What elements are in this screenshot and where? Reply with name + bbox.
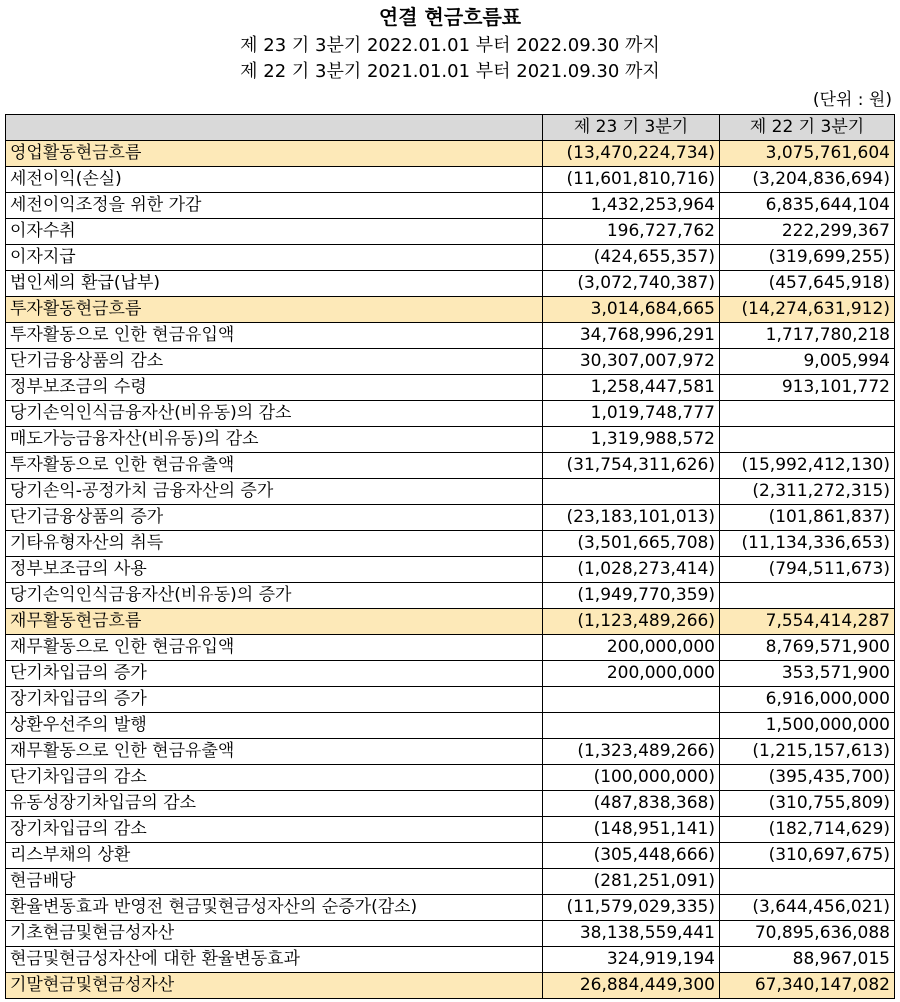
prior-period-value: (794,511,673) (720, 557, 895, 583)
table-row (6, 245, 895, 271)
table-row (6, 479, 895, 505)
table-row (6, 739, 895, 765)
account-name-cell: 재무활동으로 인한 현금유입액 (6, 635, 543, 661)
table-row (6, 921, 895, 947)
account-name-cell: 정부보조금의 수령 (6, 375, 543, 401)
current-period-value: (3,072,740,387) (543, 271, 720, 297)
current-period-value: 196,727,762 (543, 219, 720, 245)
account-name-cell: 당기손익-공정가치 금융자산의 증가 (6, 479, 543, 505)
prior-period-value: (457,645,918) (720, 271, 895, 297)
account-name-cell: 법인세의 환급(납부) (6, 271, 543, 297)
account-name-cell: 단기금융상품의 증가 (6, 505, 543, 531)
prior-period-value (720, 401, 895, 427)
account-name-cell: 영업활동현금흐름 (6, 141, 543, 167)
prior-period-value: 1,717,780,218 (720, 323, 895, 349)
prior-period-value: (3,644,456,021) (720, 895, 895, 921)
current-period-value: 200,000,000 (543, 661, 720, 687)
account-name-cell: 재무활동으로 인한 현금유출액 (6, 739, 543, 765)
period-prior: 제 22 기 3분기 2021.01.01 부터 2021.09.30 까지 (240, 61, 660, 82)
prior-period-value: 6,835,644,104 (720, 193, 895, 219)
table-row (6, 271, 895, 297)
prior-period-value: 70,895,636,088 (720, 921, 895, 947)
prior-period-value: 67,340,147,082 (720, 973, 895, 999)
current-period-value: (281,251,091) (543, 869, 720, 895)
table-row (6, 505, 895, 531)
statement-title: 연결 현금흐름표 (378, 5, 522, 29)
current-period-value: (1,028,273,414) (543, 557, 720, 583)
prior-period-value: 3,075,761,604 (720, 141, 895, 167)
header-current-period: 제 23 기 3분기 (543, 115, 720, 141)
period-current: 제 23 기 3분기 2022.01.01 부터 2022.09.30 까지 (240, 35, 660, 56)
prior-period-value: (1,215,157,613) (720, 739, 895, 765)
account-name-cell: 리스부채의 상환 (6, 843, 543, 869)
current-period-value (543, 479, 720, 505)
prior-period-value: (2,311,272,315) (720, 479, 895, 505)
current-period-value: (23,183,101,013) (543, 505, 720, 531)
table-row (6, 713, 895, 739)
prior-period-value: (182,714,629) (720, 817, 895, 843)
current-period-value: (305,448,666) (543, 843, 720, 869)
table-row (6, 947, 895, 973)
current-period-value: (13,470,224,734) (543, 141, 720, 167)
account-name-cell: 단기차입금의 감소 (6, 765, 543, 791)
account-name-cell: 투자활동으로 인한 현금유출액 (6, 453, 543, 479)
prior-period-value (720, 427, 895, 453)
prior-period-value: (310,755,809) (720, 791, 895, 817)
current-period-value: (1,949,770,359) (543, 583, 720, 609)
current-period-value: (11,579,029,335) (543, 895, 720, 921)
account-name-cell: 당기손익인식금융자산(비유동)의 감소 (6, 401, 543, 427)
current-period-value: 1,258,447,581 (543, 375, 720, 401)
current-period-value: (100,000,000) (543, 765, 720, 791)
prior-period-value: (3,204,836,694) (720, 167, 895, 193)
current-period-value: (3,501,665,708) (543, 531, 720, 557)
account-name-cell: 단기차입금의 증가 (6, 661, 543, 687)
account-name-cell: 장기차입금의 감소 (6, 817, 543, 843)
account-name-cell: 이자지급 (6, 245, 543, 271)
prior-period-value: (310,697,675) (720, 843, 895, 869)
table-row (6, 609, 895, 635)
table-row (6, 427, 895, 453)
prior-period-value: 9,005,994 (720, 349, 895, 375)
account-name-cell: 세전이익조정을 위한 가감 (6, 193, 543, 219)
table-header-row (6, 115, 895, 141)
prior-period-value: 353,571,900 (720, 661, 895, 687)
account-name-cell: 매도가능금융자산(비유동)의 감소 (6, 427, 543, 453)
current-period-value: (424,655,357) (543, 245, 720, 271)
table-row (6, 219, 895, 245)
account-name-cell: 기타유형자산의 취득 (6, 531, 543, 557)
account-name-cell: 현금및현금성자산에 대한 환율변동효과 (6, 947, 543, 973)
prior-period-value: (11,134,336,653) (720, 531, 895, 557)
current-period-value: (31,754,311,626) (543, 453, 720, 479)
current-period-value: 324,919,194 (543, 947, 720, 973)
current-period-value: 34,768,996,291 (543, 323, 720, 349)
prior-period-value: (14,274,631,912) (720, 297, 895, 323)
prior-period-value: 222,299,367 (720, 219, 895, 245)
table-row (6, 635, 895, 661)
account-name-cell: 이자수취 (6, 219, 543, 245)
current-period-value: 1,432,253,964 (543, 193, 720, 219)
current-period-value (543, 713, 720, 739)
table-row (6, 791, 895, 817)
table-row (6, 531, 895, 557)
account-name-cell: 기초현금및현금성자산 (6, 921, 543, 947)
account-name-cell: 기말현금및현금성자산 (6, 973, 543, 999)
account-name-cell: 단기금융상품의 감소 (6, 349, 543, 375)
prior-period-value (720, 869, 895, 895)
current-period-value: (11,601,810,716) (543, 167, 720, 193)
prior-period-value: (319,699,255) (720, 245, 895, 271)
current-period-value: (1,123,489,266) (543, 609, 720, 635)
table-row (6, 375, 895, 401)
header-account (6, 115, 543, 141)
current-period-value: 200,000,000 (543, 635, 720, 661)
table-row (6, 817, 895, 843)
header-prior-period: 제 22 기 3분기 (720, 115, 895, 141)
current-period-value: (487,838,368) (543, 791, 720, 817)
account-name-cell: 현금배당 (6, 869, 543, 895)
account-name-cell: 유동성장기차입금의 감소 (6, 791, 543, 817)
account-name-cell: 재무활동현금흐름 (6, 609, 543, 635)
table-row (6, 973, 895, 999)
unit-label: (단위 : 원) (812, 90, 892, 110)
table-row (6, 765, 895, 791)
account-name-cell: 투자활동으로 인한 현금유입액 (6, 323, 543, 349)
current-period-value: (148,951,141) (543, 817, 720, 843)
current-period-value: 38,138,559,441 (543, 921, 720, 947)
table-row (6, 895, 895, 921)
current-period-value: 1,319,988,572 (543, 427, 720, 453)
prior-period-value: 7,554,414,287 (720, 609, 895, 635)
prior-period-value: 6,916,000,000 (720, 687, 895, 713)
prior-period-value: 913,101,772 (720, 375, 895, 401)
table-row (6, 661, 895, 687)
prior-period-value: 1,500,000,000 (720, 713, 895, 739)
table-row (6, 297, 895, 323)
table-row (6, 687, 895, 713)
account-name-cell: 정부보조금의 사용 (6, 557, 543, 583)
account-name-cell: 투자활동현금흐름 (6, 297, 543, 323)
table-row (6, 349, 895, 375)
table-body (6, 141, 895, 999)
current-period-value (543, 687, 720, 713)
current-period-value: 30,307,007,972 (543, 349, 720, 375)
current-period-value: 3,014,684,665 (543, 297, 720, 323)
prior-period-value: 88,967,015 (720, 947, 895, 973)
table-row (6, 583, 895, 609)
table-row (6, 869, 895, 895)
table-row (6, 167, 895, 193)
current-period-value: (1,323,489,266) (543, 739, 720, 765)
account-name-cell: 세전이익(손실) (6, 167, 543, 193)
table-row (6, 141, 895, 167)
prior-period-value: (395,435,700) (720, 765, 895, 791)
prior-period-value: (101,861,837) (720, 505, 895, 531)
account-name-cell: 환율변동효과 반영전 현금및현금성자산의 순증가(감소) (6, 895, 543, 921)
account-name-cell: 상환우선주의 발행 (6, 713, 543, 739)
table-row (6, 401, 895, 427)
account-name-cell: 당기손익인식금융자산(비유동)의 증가 (6, 583, 543, 609)
prior-period-value: 8,769,571,900 (720, 635, 895, 661)
cash-flow-table (5, 114, 895, 999)
table-row (6, 323, 895, 349)
table-row (6, 453, 895, 479)
table-row (6, 557, 895, 583)
current-period-value: 26,884,449,300 (543, 973, 720, 999)
table-row (6, 843, 895, 869)
account-name-cell: 장기차입금의 증가 (6, 687, 543, 713)
current-period-value: 1,019,748,777 (543, 401, 720, 427)
prior-period-value: (15,992,412,130) (720, 453, 895, 479)
prior-period-value (720, 583, 895, 609)
table-row (6, 193, 895, 219)
